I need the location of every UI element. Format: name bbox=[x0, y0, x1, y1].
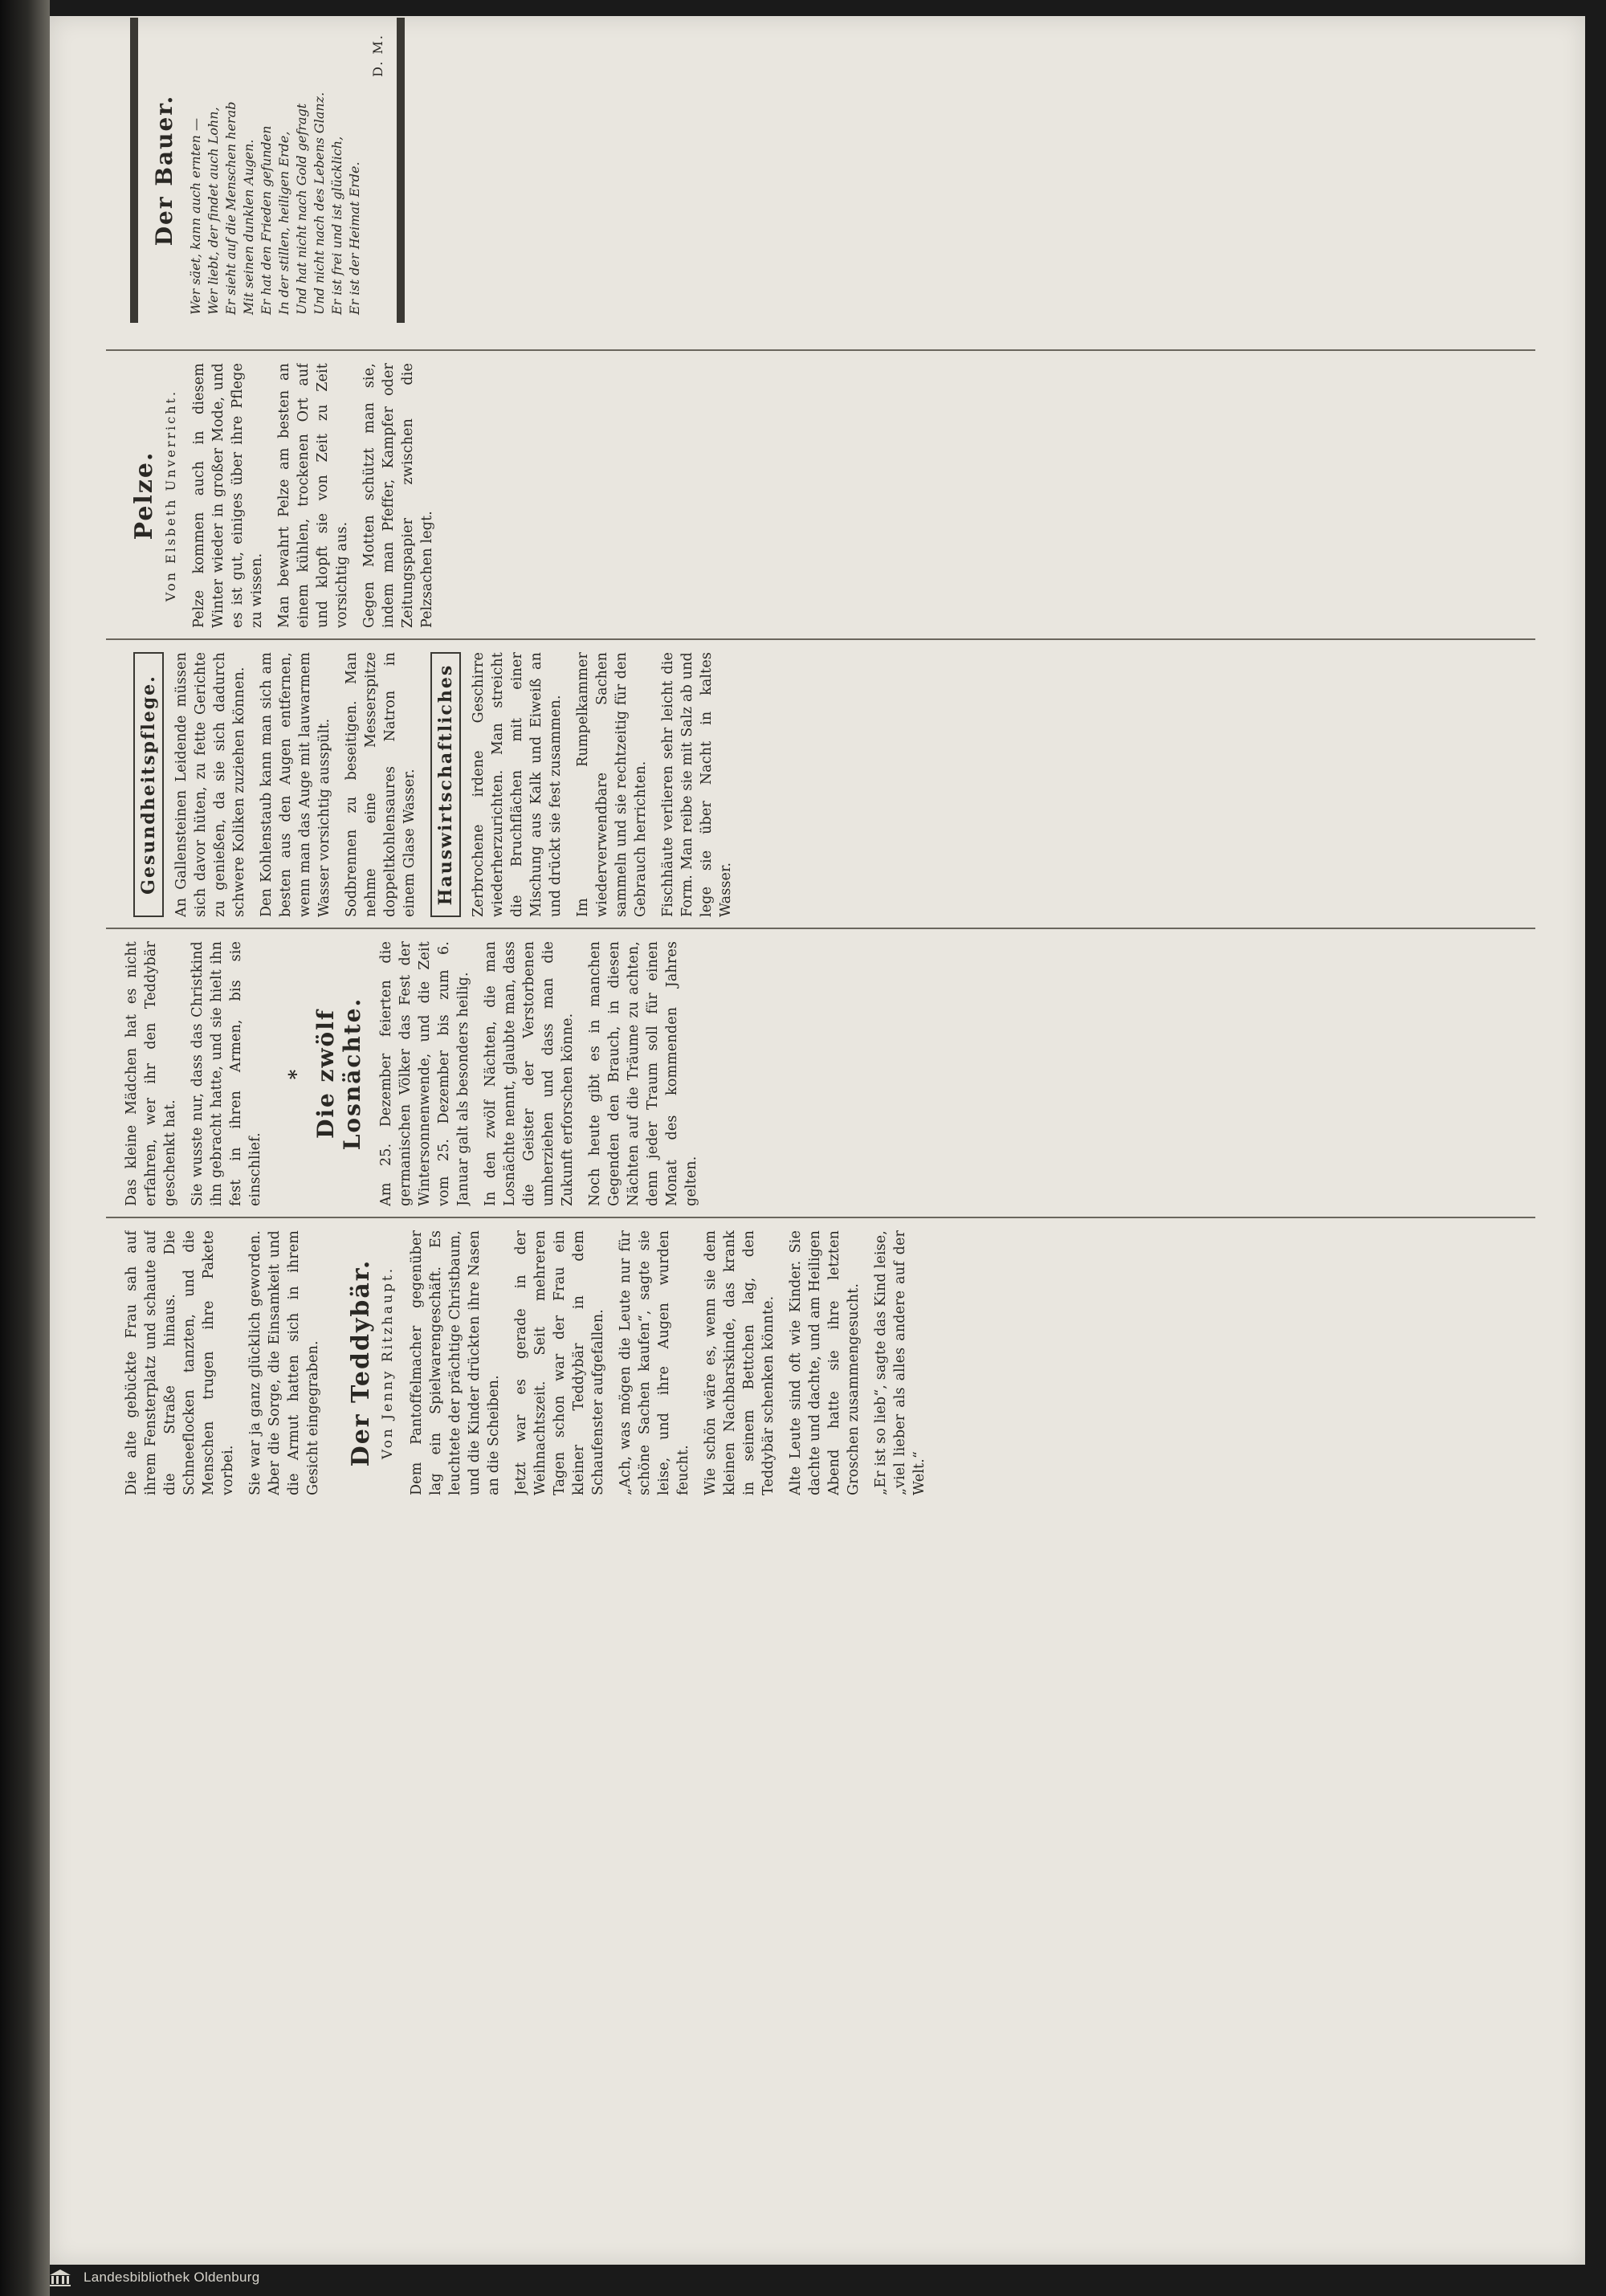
poem-line: Er ist der Heimat Erde. bbox=[347, 161, 362, 315]
poem-body bbox=[187, 16, 364, 339]
column-divider bbox=[106, 638, 1535, 640]
column-paragraph: „Ach, was mögen die Leute nur für schöne Sachen kaufen“, sagte sie leise, und ihre Augen wurden feucht. bbox=[618, 1230, 691, 1495]
column-paragraph: Fischhäute verlieren sehr leicht die Form. Man reibe sie mit Salz ab und lege sie über Nacht in kaltes Wasser. bbox=[660, 652, 734, 917]
poem-line: Mit seinen dunklen Augen. bbox=[241, 139, 256, 315]
separator-star: * bbox=[284, 1067, 308, 1080]
poem-title: Der Bauer. bbox=[151, 94, 177, 247]
library-building-icon bbox=[48, 2268, 72, 2287]
poem-signature: D. M. bbox=[370, 34, 385, 77]
column-teddybaer bbox=[122, 1230, 937, 1495]
newspaper-page bbox=[50, 16, 1585, 2265]
column-health-household bbox=[122, 652, 744, 917]
column-paragraph: Gegen Motten schützt man sie, indem man Pfeffer, Kampfer oder Zeitungspapier zwischen die Pelzsachen legt. bbox=[361, 363, 435, 628]
article-title: Der Teddybär. bbox=[347, 1258, 375, 1467]
column-pelze bbox=[122, 363, 445, 628]
poem-line: Er sieht auf die Menschen herab bbox=[223, 101, 238, 315]
column-paragraph: „Er ist so lieb“, sagte das Kind leise, „viel lieber als alles andere auf der Welt.“ bbox=[873, 1230, 927, 1495]
poem-top-rule bbox=[130, 18, 138, 323]
column-paragraph: Alte Leute sind oft wie Kinder. Sie dachte und dachte, und am Heiligen Abend hatte sie ihre letzten Groschen zusammengesucht. bbox=[788, 1230, 862, 1495]
poem-bottom-rule bbox=[397, 18, 405, 323]
poem-line: Er ist frei und ist glücklich, bbox=[329, 136, 344, 315]
column-paragraph: Im Rumpelkammer wiederverwendbare Sachen sammeln und sie rechtzeitig für den Gebrauch herrichten. bbox=[575, 652, 649, 917]
rotated-content bbox=[50, 16, 1585, 1552]
column-paragraph: In den zwölf Nächten, die man Losnächte nennt, glaubte man, dass die Geister der Verstorbenen umherziehen und dass man die Zukunft erforschen könne. bbox=[483, 941, 576, 1206]
column-paragraph: Pelze kommen auch in diesem Winter wieder in großer Mode, und es ist gut, einiges über ihre Pflege zu wissen. bbox=[191, 363, 265, 628]
column-paragraph: Sodbrennen zu beseitigen. Man nehme eine Messerspitze doppeltkohlensaures Natron in einem Glase Wasser. bbox=[344, 652, 418, 917]
column-divider bbox=[106, 928, 1535, 929]
column-divider bbox=[106, 1217, 1535, 1218]
column-paragraph: Noch heute gibt es in manchen Gegenden den Brauch, in diesen Nächten auf die Träume zu achten, denn jeder Traum soll für einen Monat des kommenden Jahres gelten. bbox=[587, 941, 699, 1206]
poem-line: Und hat nicht nach Gold gefragt bbox=[294, 103, 309, 315]
column-paragraph: Jetzt war es gerade in der Weihnachtszeit. Seit mehreren Tagen schon war der Frau ein kleiner Teddybär in dem Schaufenster aufgefallen. bbox=[513, 1230, 606, 1495]
article-author: Von Elsbeth Unverricht. bbox=[163, 389, 178, 602]
footer-bar bbox=[0, 2259, 1606, 2296]
column-paragraph: Zerbrochene irdene Geschirre wiederherzurichten. Man streicht die Bruchflächen mit einer Mischung aus Kalk und Eiweiß an und drückt sie fest zusammen. bbox=[471, 652, 564, 917]
article-title: Die zwölf Losnächte. bbox=[312, 997, 365, 1151]
poem-line: Wer liebt, der findet auch Lohn, bbox=[206, 107, 221, 315]
poem-line: Wer säet, kann auch ernten — bbox=[188, 118, 203, 315]
section-heading-box: Hauswirtschaftliches bbox=[430, 652, 461, 917]
scan-edge-shadow bbox=[0, 0, 50, 2296]
column-paragraph: Man bewahrt Pelze am besten an einem kühlen, trockenen Ort auf und klopft sie von Zeit zu Zeit vorsichtig aus. bbox=[276, 363, 350, 628]
column-paragraph: Sie wusste nur, dass das Christkind ihn gebracht hatte, und sie hielt ihn fest in ihren Armen, bis sie einschlief. bbox=[190, 941, 263, 1206]
column-losnaechte bbox=[122, 941, 709, 1206]
poem-line: Und nicht nach des Lebens Glanz. bbox=[312, 92, 327, 315]
column-paragraph: Den Kohlenstaub kann man sich am besten aus den Augen entfernen, wenn man das Auge mit lauwarmem Wasser vorsichtig ausspült. bbox=[259, 652, 332, 917]
section-heading-box: Gesundheitspflege. bbox=[133, 652, 164, 917]
column-paragraph: Am 25. Dezember feierten die germanischen Völker das Fest der Wintersonnenwende, und die Zeit vom 25. Dezember bis zum 6. Januar galt als besonders heilig. bbox=[378, 941, 471, 1206]
article-title: Pelze. bbox=[130, 451, 158, 540]
column-paragraph: An Gallensteinen Leidende müssen sich davor hüten, zu fette Gerichte zu genießen, da sie sich dadurch schwere Koliken zuziehen können. bbox=[173, 652, 247, 917]
library-name: Landesbibliothek Oldenburg bbox=[84, 2269, 260, 2285]
column-paragraph: Die alte gebückte Frau sah auf ihrem Fensterplatz und schaute auf die Straße hinaus. Die Schneeflocken tanzten, und die Menschen trugen ihre Pakete vorbei. bbox=[124, 1230, 236, 1495]
article-author: Von Jenny Ritzhaupt. bbox=[380, 1266, 396, 1460]
column-bauer bbox=[122, 16, 405, 339]
column-paragraph: Wie schön wäre es, wenn sie dem kleinen Nachbarskinde, das krank in seinem Bettchen lag, den Teddybär schenken könnte. bbox=[703, 1230, 777, 1495]
column-divider bbox=[106, 349, 1535, 351]
poem-line: In der stillen, heiligen Erde, bbox=[276, 131, 291, 315]
column-paragraph: Sie war ja ganz glücklich geworden. Aber die Sorge, die Einsamkeit und die Armut hatten sich in ihrem Gesicht eingegraben. bbox=[247, 1230, 321, 1495]
poem-line: Er hat den Frieden gefunden bbox=[259, 125, 274, 315]
column-paragraph: Dem Pantoffelmacher gegenüber lag ein Spielwarengeschäft. Es leuchtete der prächtige Christbaum, und die Kinder drückten ihre Nasen an die Scheiben. bbox=[409, 1230, 502, 1495]
column-paragraph: Das kleine Mädchen hat es nicht erfahren, wer ihr den Teddybär geschenkt hat. bbox=[124, 941, 178, 1206]
